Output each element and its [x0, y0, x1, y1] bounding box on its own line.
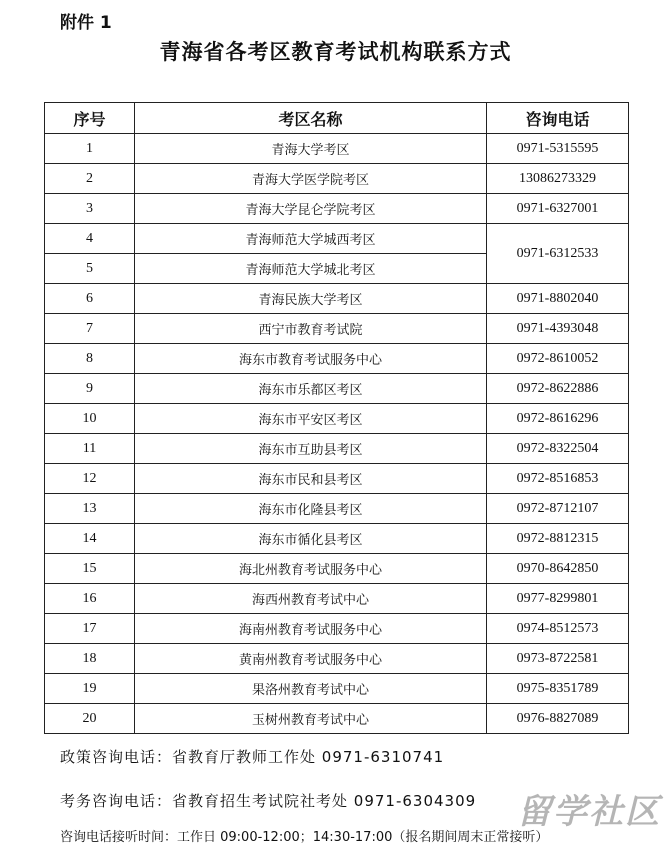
exam-area-name: 青海师范大学城北考区	[135, 254, 487, 284]
exam-area-name: 海西州教育考试中心	[135, 584, 487, 614]
table-row	[45, 374, 629, 404]
exam-area-name: 青海大学昆仑学院考区	[135, 194, 487, 224]
table-row	[45, 284, 629, 314]
exam-area-name: 海东市乐都区考区	[135, 374, 487, 404]
table-row	[45, 464, 629, 494]
table-row	[45, 194, 629, 224]
phone-number: 13086273329	[487, 164, 629, 194]
watermark-logo: 留学社区	[517, 792, 661, 832]
row-number: 6	[45, 284, 135, 314]
phone-number: 0971-5315595	[487, 134, 629, 164]
table-row	[45, 704, 629, 734]
phone-number: 0977-8299801	[487, 584, 629, 614]
phone-number: 0973-8722581	[487, 644, 629, 674]
exam-area-name: 果洛州教育考试中心	[135, 674, 487, 704]
row-number: 7	[45, 314, 135, 344]
table-row	[45, 644, 629, 674]
row-number: 2	[45, 164, 135, 194]
row-number: 3	[45, 194, 135, 224]
exam-area-name: 海南州教育考试服务中心	[135, 614, 487, 644]
header-serial-number: 序号	[45, 103, 135, 134]
row-number: 4	[45, 224, 135, 254]
header-exam-area-name: 考区名称	[135, 103, 487, 134]
table-row	[45, 674, 629, 704]
table-row	[45, 344, 629, 374]
row-number: 1	[45, 134, 135, 164]
table-row	[45, 614, 629, 644]
policy-contact-note: 政策咨询电话：省教育厅教师工作处 0971-6310741	[60, 748, 445, 766]
phone-number: 0972-8622886	[487, 374, 629, 404]
table-row	[45, 164, 629, 194]
row-number: 8	[45, 344, 135, 374]
exam-area-name: 青海大学医学院考区	[135, 164, 487, 194]
table-row	[45, 494, 629, 524]
phone-number: 0972-8616296	[487, 404, 629, 434]
table-row	[45, 224, 629, 254]
row-number: 12	[45, 464, 135, 494]
phone-number: 0972-8610052	[487, 344, 629, 374]
hotline-hours-note: 咨询电话接听时间：工作日 09:00-12:00；14:30-17:00（报名期间周末正常接听）	[60, 830, 549, 845]
row-number: 5	[45, 254, 135, 284]
exam-area-name: 青海大学考区	[135, 134, 487, 164]
row-number: 20	[45, 704, 135, 734]
exam-area-name: 海东市教育考试服务中心	[135, 344, 487, 374]
phone-number: 0975-8351789	[487, 674, 629, 704]
row-number: 11	[45, 434, 135, 464]
row-number: 19	[45, 674, 135, 704]
row-number: 9	[45, 374, 135, 404]
table-row	[45, 404, 629, 434]
phone-number: 0972-8812315	[487, 524, 629, 554]
table-row	[45, 434, 629, 464]
exam-area-name: 海东市化隆县考区	[135, 494, 487, 524]
exam-area-name: 海北州教育考试服务中心	[135, 554, 487, 584]
phone-number: 0972-8712107	[487, 494, 629, 524]
phone-number: 0974-8512573	[487, 614, 629, 644]
row-number: 16	[45, 584, 135, 614]
table-row	[45, 314, 629, 344]
row-number: 14	[45, 524, 135, 554]
phone-number: 0972-8322504	[487, 434, 629, 464]
exam-area-name: 海东市互助县考区	[135, 434, 487, 464]
phone-number: 0971-6327001	[487, 194, 629, 224]
phone-number: 0972-8516853	[487, 464, 629, 494]
table-row	[45, 584, 629, 614]
document-title: 青海省各考区教育考试机构联系方式	[159, 40, 512, 64]
exam-area-name: 黄南州教育考试服务中心	[135, 644, 487, 674]
table-header-row	[45, 103, 629, 134]
exam-area-name: 海东市民和县考区	[135, 464, 487, 494]
row-number: 15	[45, 554, 135, 584]
table-row	[45, 554, 629, 584]
exam-area-name: 青海师范大学城西考区	[135, 224, 487, 254]
exam-area-name: 海东市循化县考区	[135, 524, 487, 554]
exam-area-name: 玉树州教育考试中心	[135, 704, 487, 734]
attachment-label: 附件 1	[60, 13, 112, 33]
table-row	[45, 134, 629, 164]
row-number: 10	[45, 404, 135, 434]
row-number: 17	[45, 614, 135, 644]
phone-number: 0976-8827089	[487, 704, 629, 734]
contact-table	[44, 102, 629, 734]
exam-affairs-contact-note: 考务咨询电话：省教育招生考试院社考处 0971-6304309	[60, 792, 477, 810]
phone-number: 0971-4393048	[487, 314, 629, 344]
row-number: 18	[45, 644, 135, 674]
table-body	[45, 134, 629, 734]
exam-area-name: 海东市平安区考区	[135, 404, 487, 434]
phone-number: 0971-6312533	[487, 224, 629, 284]
header-phone: 咨询电话	[487, 103, 629, 134]
phone-number: 0970-8642850	[487, 554, 629, 584]
exam-area-name: 青海民族大学考区	[135, 284, 487, 314]
exam-area-name: 西宁市教育考试院	[135, 314, 487, 344]
table-row	[45, 524, 629, 554]
phone-number: 0971-8802040	[487, 284, 629, 314]
row-number: 13	[45, 494, 135, 524]
